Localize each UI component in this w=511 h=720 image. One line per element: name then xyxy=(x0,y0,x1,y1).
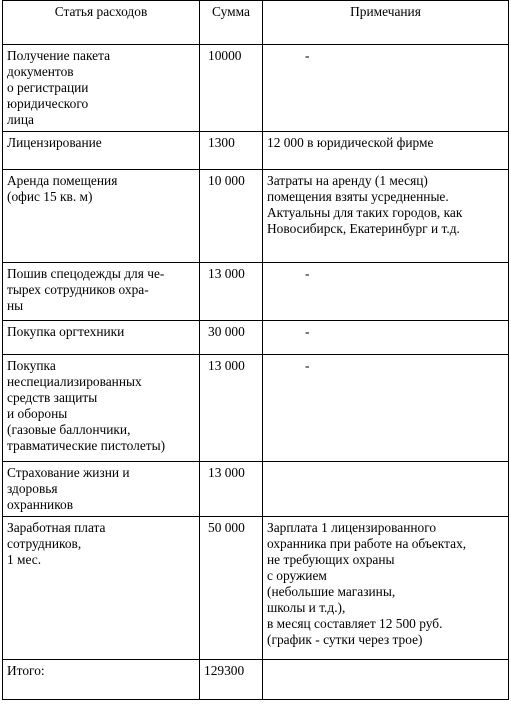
cell-amount: 10000 xyxy=(200,45,263,132)
cell-note xyxy=(263,462,509,517)
table-row xyxy=(3,462,509,517)
cell-note: Затраты на аренду (1 месяц) помещения взяты усредненные. Актуальны для таких городов, как Новосибирск, Екатеринбург и т.д. xyxy=(263,170,509,263)
cell-note: 12 000 в юридической фирме xyxy=(263,132,509,170)
cell-item: Получение пакета документов о регистрации юридического лица xyxy=(3,45,200,132)
table-row xyxy=(3,170,509,263)
total-label: Итого: xyxy=(3,660,200,700)
table-header-row xyxy=(3,1,509,45)
cell-amount: 10 000 xyxy=(200,170,263,263)
header-item: Статья расходов xyxy=(3,1,200,45)
cell-item: Пошив спецодежды для че- тырех сотрудников охра- ны xyxy=(3,263,200,321)
cell-amount: 1300 xyxy=(200,132,263,170)
cell-item: Покупка неспециализированных средств защиты и обороны (газовые баллончики, травматические пистолеты) xyxy=(3,355,200,462)
total-note xyxy=(263,660,509,700)
expense-table xyxy=(2,0,509,700)
cell-note: - xyxy=(263,355,509,462)
total-row xyxy=(3,660,509,700)
cell-note: Зарплата 1 лицензированного охранника при работе на объектах, не требующих охраны с оружием (небольшие магазины, школы и т.д.), в месяц составляет 12 500 руб. (график - сутки через трое) xyxy=(263,517,509,660)
cell-amount: 13 000 xyxy=(200,263,263,321)
cell-amount: 50 000 xyxy=(200,517,263,660)
cell-item: Заработная плата сотрудников, 1 мес. xyxy=(3,517,200,660)
cell-amount: 13 000 xyxy=(200,462,263,517)
cell-item: Покупка оргтехники xyxy=(3,321,200,355)
cell-amount: 13 000 xyxy=(200,355,263,462)
header-note: Примечания xyxy=(263,1,509,45)
cell-note: - xyxy=(263,321,509,355)
cell-item: Аренда помещения (офис 15 кв. м) xyxy=(3,170,200,263)
table-row xyxy=(3,517,509,660)
table-row xyxy=(3,132,509,170)
cell-note: - xyxy=(263,263,509,321)
table-row xyxy=(3,45,509,132)
total-amount: 129300 xyxy=(200,660,263,700)
table-row xyxy=(3,355,509,462)
cell-note: - xyxy=(263,45,509,132)
cell-item: Страхование жизни и здоровья охранников xyxy=(3,462,200,517)
header-amount: Сумма xyxy=(200,1,263,45)
table-row xyxy=(3,321,509,355)
cell-item: Лицензирование xyxy=(3,132,200,170)
table-row xyxy=(3,263,509,321)
cell-amount: 30 000 xyxy=(200,321,263,355)
